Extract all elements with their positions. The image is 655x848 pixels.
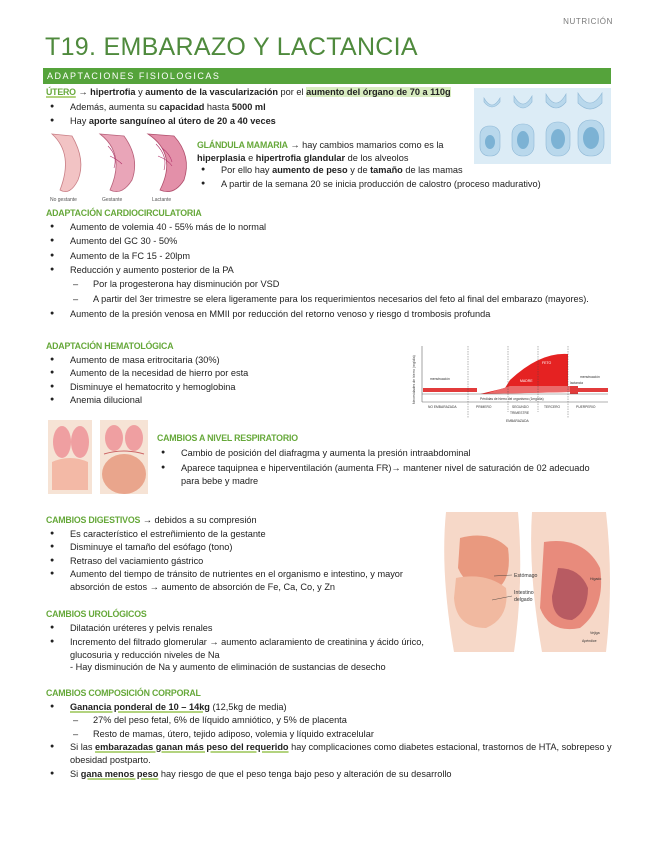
chart-label: TRIMESTRE — [510, 411, 530, 415]
uro-section — [46, 608, 436, 674]
dash-item: – 27% del peso fetal, 6% de líquido amniótico, y 5% de placenta — [46, 714, 616, 727]
list-item: ● Anemia dilucional — [46, 394, 406, 407]
hemato-section — [46, 340, 406, 407]
breast-figure — [44, 126, 196, 206]
chart-label: PUERPERIO — [576, 405, 596, 409]
list-item: ● Disminuye el hematocrito y hemoglobina — [46, 381, 406, 394]
list-item: ● Si las embarazadas ganan más peso del requerido hay complicaciones como diabetes estacional, trastornos de HTA, sobrepeso y obesidad postparto. — [46, 741, 616, 766]
list-item: ● Incremento del filtrado glomerular → aumento aclaramiento de creatinina y ácido úrico, glucosuria y reducción niveles de Na — [46, 636, 436, 661]
anat-label: Vejiga — [590, 631, 600, 635]
utero-line — [46, 86, 466, 99]
resp-heading: CAMBIOS A NIVEL RESPIRATORIO — [157, 433, 298, 443]
hemato-heading: ADAPTACIÓN HEMATOLÓGICA — [46, 341, 174, 351]
text: hipertrofia glandular — [255, 152, 346, 163]
corporal-section — [46, 687, 616, 780]
chart-label: menstruación — [580, 375, 600, 379]
list-item: ● Aumento de volemia 40 - 55% más de lo normal — [46, 221, 616, 234]
corporal-heading: CAMBIOS COMPOSICIÓN CORPORAL — [46, 688, 201, 698]
dash-item: – A partir del 3er trimestre se elera ligeramente para los requerimientos necesarios del feto al final del embarazo (mayores). — [46, 293, 616, 306]
section-bar: ADAPTACIONES FISIOLOGICAS — [43, 68, 611, 84]
utero-section — [46, 86, 466, 128]
chart-label: EMBARAZADA — [506, 419, 529, 423]
text: hipertrofia — [90, 87, 136, 97]
iron-needs-chart — [410, 342, 612, 426]
list-item: ● Por ello hay aumento de peso y de tamaño de las mamas — [197, 164, 607, 177]
text: y — [135, 87, 146, 97]
anat-label: Apéndice — [582, 639, 597, 643]
list-item: ● Hay aporte sanguíneo al útero de 20 a 40 veces — [46, 115, 466, 128]
chart-ylabel: Necesidades de hierro (mg/dia) — [412, 355, 416, 404]
list-item: ● Retraso del vaciamiento gástrico — [46, 555, 436, 568]
anat-label: Intestino — [514, 590, 534, 596]
cardio-heading: ADAPTACIÓN CARDIOCIRCULATORIA — [46, 208, 202, 218]
anatomy-figure — [436, 508, 612, 654]
list-item: ● Aumento de la presión venosa en MMII por reducción del retorno venoso y riesgo d trombosis profunda — [46, 308, 616, 321]
resp-section — [157, 432, 602, 487]
uro-heading: CAMBIOS UROLÓGICOS — [46, 609, 147, 619]
respiratory-figure — [44, 414, 154, 500]
chart-label: SEGUNDO — [512, 405, 529, 409]
breast-label: Gestante — [102, 197, 123, 203]
page-title: T19. EMBARAZO Y LACTANCIA — [45, 33, 418, 61]
text: aumento del órgano de 70 a 110g — [306, 87, 451, 97]
arrow: → — [75, 87, 91, 97]
list-item: ● A partir de la semana 20 se inicia producción de calostro (proceso madurativo) — [197, 178, 607, 191]
anat-label: Hígado — [590, 577, 602, 581]
list-item: ● Aparece taquipnea e hiperventilación (aumenta FR)→ mantener nivel de saturación de 02 adecuado para bebe y madre — [157, 462, 602, 487]
list-item: ● Es característico el estreñimiento de la gestante — [46, 528, 436, 541]
dash-item: – Resto de mamas, útero, tejido adiposo, volemia y líquido extracelular — [46, 728, 616, 741]
uro-note: - Hay disminución de Na y aumento de eliminación de sustancias de desecho — [70, 662, 386, 673]
list-item: ● Aumento de masa eritrocitaria (30%) — [46, 354, 406, 367]
glandula-heading: GLÁNDULA MAMARIA — [197, 140, 288, 150]
chart-label: MADRE — [520, 379, 533, 383]
breast-label: No gestante — [50, 197, 77, 203]
list-item: ● Además, aumenta su capacidad hasta 5000 ml — [46, 101, 466, 114]
text: hiperplasia — [197, 152, 246, 163]
text: aumento de la vascularización — [145, 87, 278, 97]
digest-section — [46, 514, 436, 594]
list-item: ● Reducción y aumento posterior de la PA — [46, 264, 616, 277]
glandula-section — [197, 139, 607, 190]
chart-label: TERCERO — [544, 405, 561, 409]
text: hay cambios mamarios como es la — [302, 140, 444, 150]
cardio-section — [46, 207, 616, 321]
list-item: ● Cambio de posición del diafragma y aumenta la presión intraabdominal — [157, 447, 602, 460]
chart-label: FETO — [542, 361, 552, 365]
anat-label: Estómago — [514, 573, 538, 579]
text: de los alveolos — [345, 152, 409, 163]
arrow: → — [287, 140, 303, 150]
text: por el — [278, 87, 307, 97]
breast-label: Lactante — [152, 197, 172, 203]
anat-label: delgado — [514, 597, 533, 603]
text: e — [245, 152, 256, 163]
list-item: ● Si gana menos peso hay riesgo de que el peso tenga bajo peso y alteración de su desarrollo — [46, 768, 616, 781]
list-item: ● Ganancia ponderal de 10 – 14kg (12,5kg de media) — [46, 701, 616, 714]
category-label: NUTRICIÓN — [563, 17, 613, 26]
list-item: ● Aumento del tiempo de tránsito de nutrientes en el organismo e intestino, y mayor absorción de estos → aumento de absorción de Fe, Ca, Co, y Zn — [46, 568, 436, 593]
utero-heading: ÚTERO — [46, 87, 76, 97]
list-item: ● Aumento del GC 30 - 50% — [46, 235, 616, 248]
list-item: ● Aumento de la FC 15 - 20lpm — [46, 250, 616, 263]
chart-label: Pérdidas de hierro del organismo (1mg/día) — [480, 397, 544, 401]
list-item: ● Aumento de la necesidad de hierro por esta — [46, 367, 406, 380]
chart-label: menstruación — [430, 377, 450, 381]
digest-heading: CAMBIOS DIGESTIVOS — [46, 515, 141, 525]
list-item: ● Dilatación uréteres y pelvis renales — [46, 622, 436, 635]
chart-label: lactancia — [570, 381, 584, 385]
chart-label: NO EMBARAZADA — [428, 405, 457, 409]
list-item: ● Disminuye el tamaño del esófago (tono) — [46, 541, 436, 554]
text: → debidos a su compresión — [140, 515, 257, 525]
dash-item: – Por la progesterona hay disminución por VSD — [46, 278, 616, 291]
chart-label: PRIMERO — [476, 405, 492, 409]
